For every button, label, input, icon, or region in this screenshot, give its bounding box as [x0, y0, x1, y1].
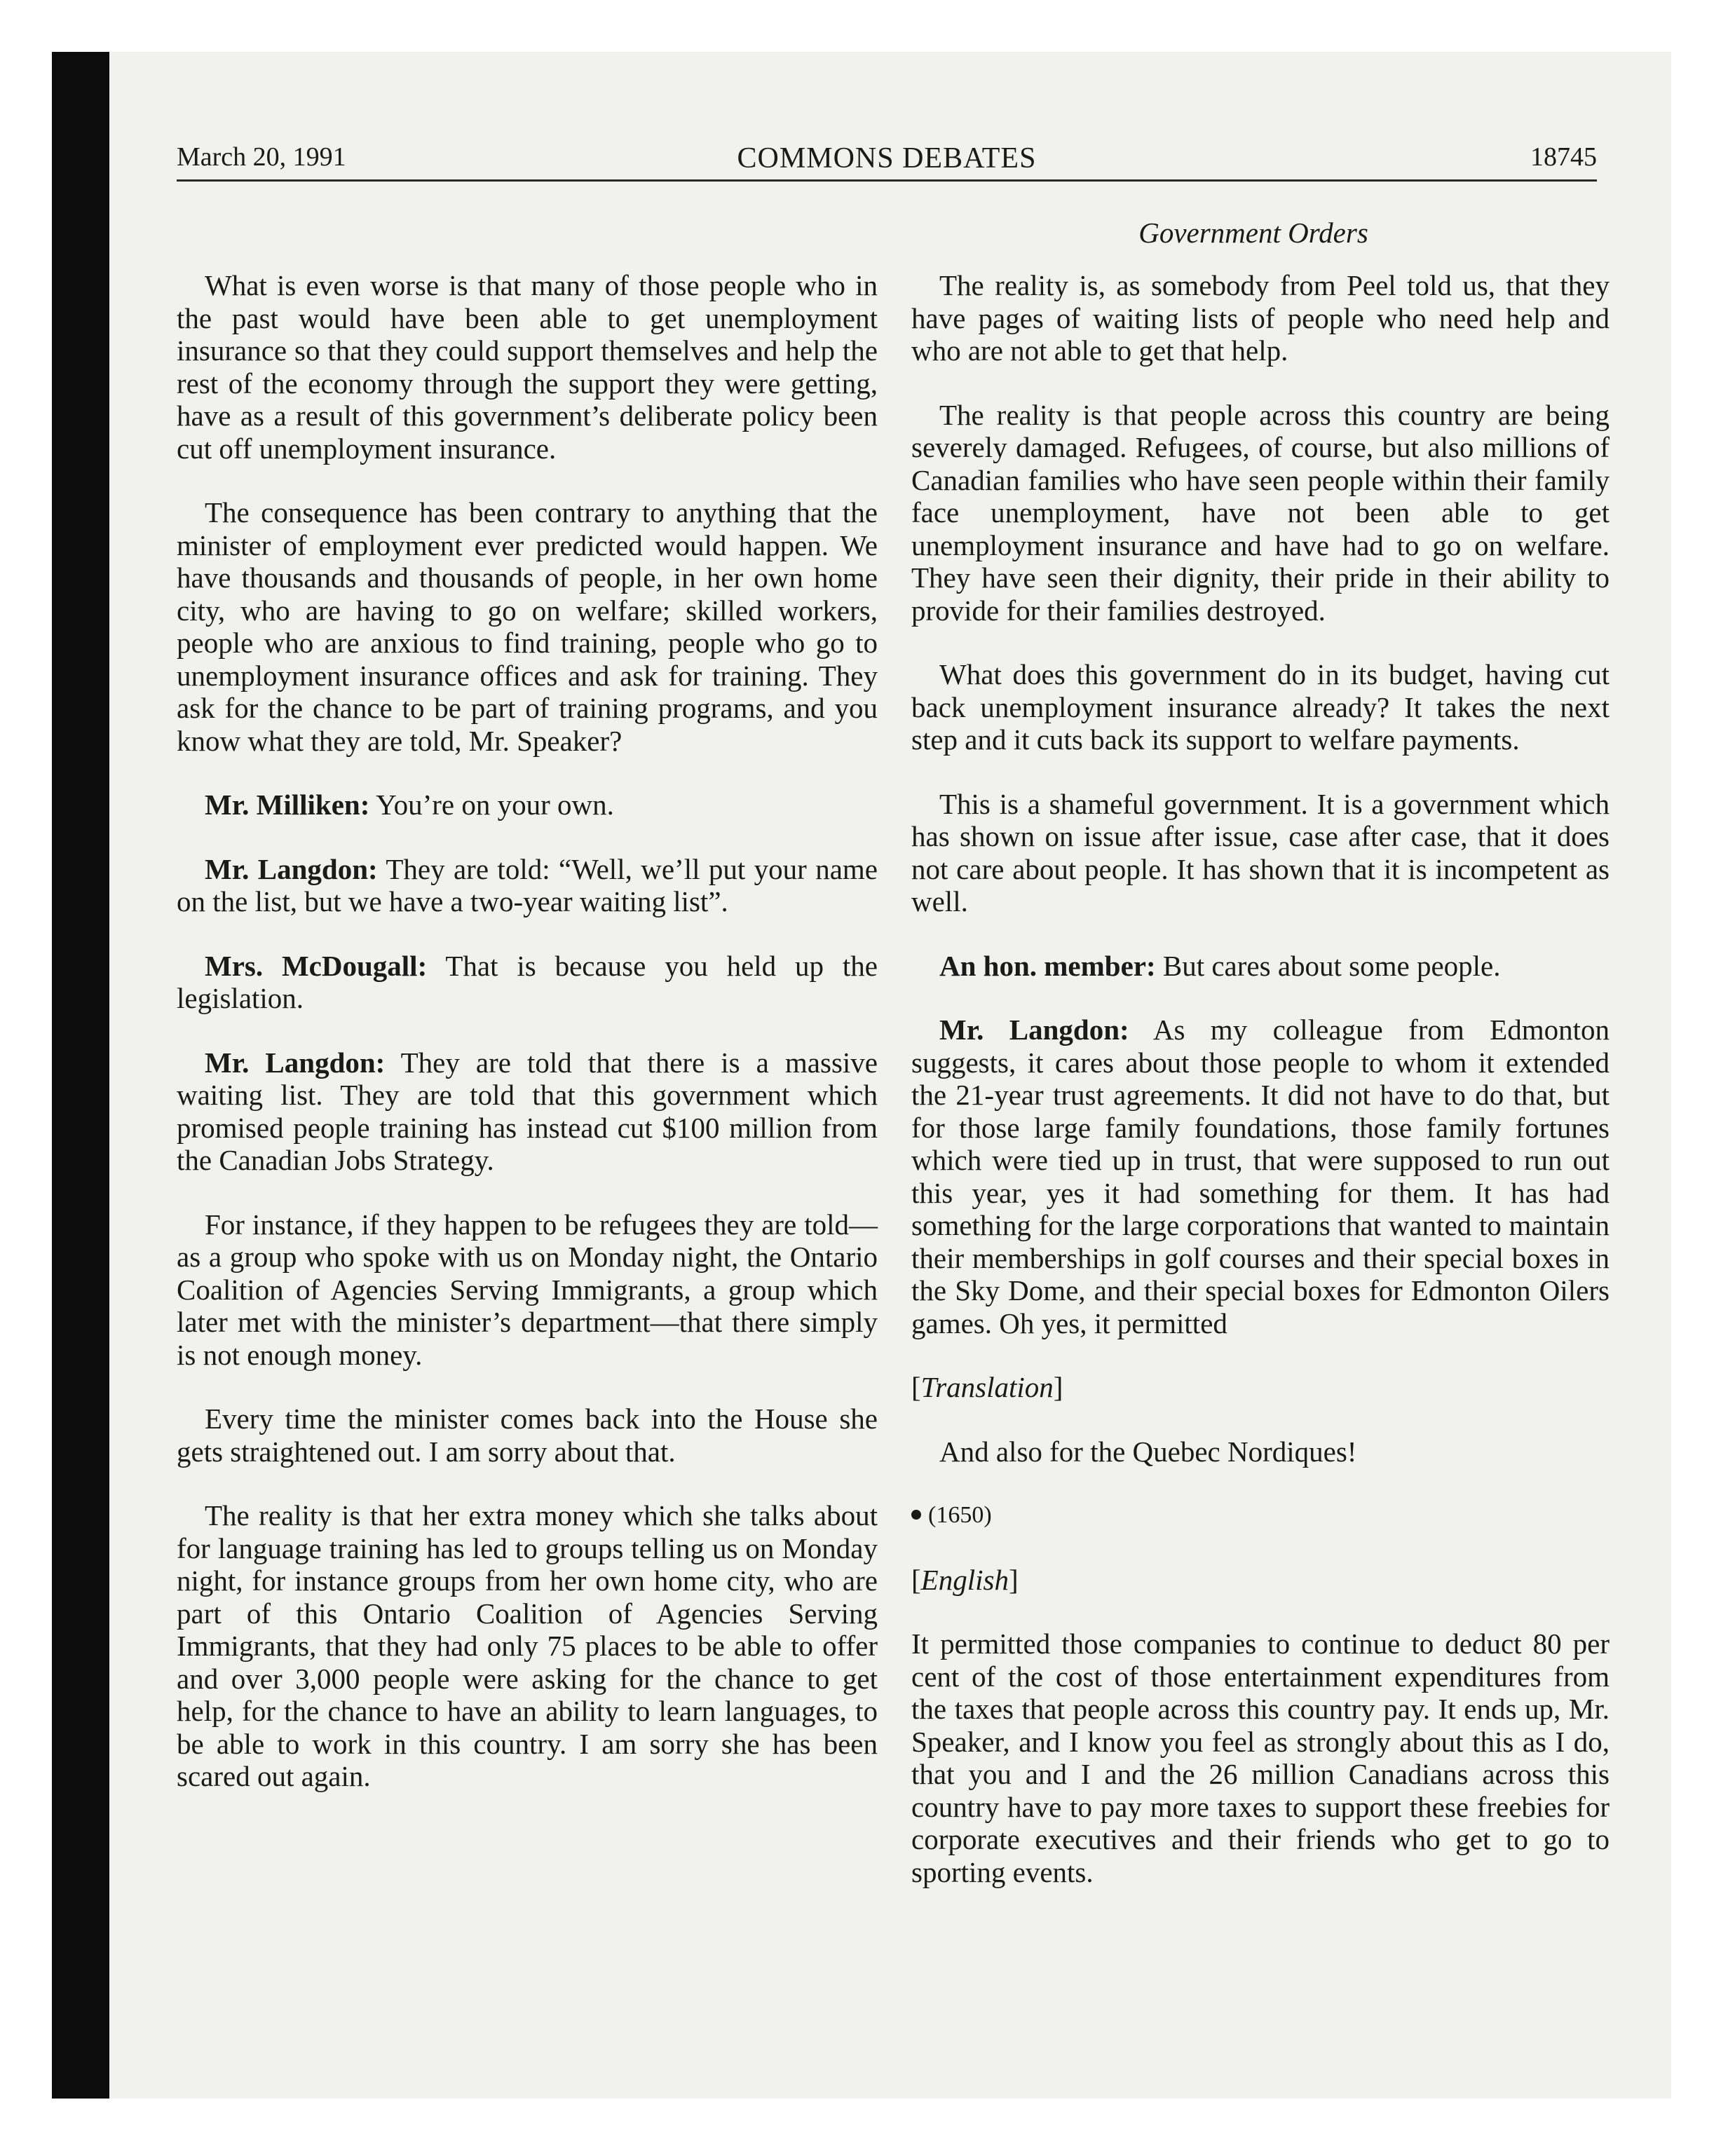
left-paragraph-1: What is even worse is that many of those people who in the past would have been able to get unemployment insurance so that they could support themselves and help the rest of the economy through the support they were getting, have as a result of this government’s deliberate policy been cut off unemployment insurance.	[177, 269, 878, 465]
left-paragraph-3: For instance, if they happen to be refugees they are told—as a group who spoke with us on Monday night, the Ontario Coalition of Agencies Serving Immigrants, a group which later met with the minister’s department—that there simply is not enough money.	[177, 1208, 878, 1371]
bullet-icon	[911, 1510, 921, 1520]
speech-text: They are told that there is a massive waiting list. They are told that this government which promised people training has instead cut $100 million from the Canadian Jobs Strategy.	[177, 1046, 878, 1176]
timestamp	[911, 1499, 1610, 1532]
speaker-name: Mr. Langdon:	[205, 852, 378, 885]
left-speech-1	[177, 789, 878, 821]
header-title: COMMONS DEBATES	[737, 142, 1037, 175]
speech-text: You’re on your own.	[369, 789, 614, 821]
right-paragraph-6: It permitted those companies to continue to deduct 80 per cent of the cost of those entertainment expenditures from the taxes that people across this country pay. It ends up, Mr. Speaker, and I know you feel as strongly about this as I do, that you and I and the 26 million Canadians across this country have to pay more taxes to support these freebies for corporate executives and their friends who get to go to sporting events.	[911, 1628, 1610, 1888]
speaker-name: Mrs. McDougall:	[205, 949, 428, 982]
left-paragraph-5: The reality is that her extra money which she talks about for language training has led to groups telling us on Monday night, for instance groups from her own home city, who are part of this Ontario Coalition of Agencies Serving Immigrants, that they had only 75 places to be able to offer and over 3,000 people were asking for the chance to get help, for the chance to have an ability to learn languages, to be able to work in this country. I am sorry she has been scared out again.	[177, 1499, 878, 1792]
translation-note: [Translation]	[911, 1371, 1063, 1403]
right-speech-1	[911, 950, 1610, 983]
speaker-name: Mr. Langdon:	[939, 1014, 1129, 1046]
right-speech-2	[911, 1014, 1610, 1339]
translation-label: Translation	[920, 1371, 1054, 1403]
left-speech-2	[177, 853, 878, 918]
speech-text: They are told: “Well, we’ll put your name on the list, but we have a two-year waiting list”.	[177, 852, 878, 917]
right-paragraph-3: What does this government do in its budget, having cut back unemployment insurance already? It takes the next step and it cuts back its support to welfare payments.	[911, 658, 1610, 756]
right-column	[911, 269, 1610, 1920]
english-label: English	[920, 1563, 1009, 1596]
left-speech-3	[177, 950, 878, 1015]
right-paragraph-4: This is a shameful government. It is a government which has shown on issue after issue, case after case, that it does not care about people. It has shown that it is incompetent as well.	[911, 787, 1610, 917]
section-title: Government Orders	[1138, 217, 1368, 249]
left-paragraph-2: The consequence has been contrary to anything that the minister of employment ever predicted would happen. We have thousands and thousands of people, in her own home city, who are having to go on welfare; skilled workers, people who are anxious to find training, people who go to unemployment insurance offices and ask for training. They ask for the chance to be part of training programs, and you know what they are told, Mr. Speaker?	[177, 496, 878, 757]
page-header	[177, 137, 1597, 182]
speaker-name: Mr. Milliken:	[205, 789, 370, 821]
right-paragraph-1: The reality is, as somebody from Peel told us, that they have pages of waiting lists of people who need help and who are not able to get that help.	[911, 269, 1610, 367]
left-speech-4	[177, 1046, 878, 1177]
speech-text: But cares about some people.	[1155, 949, 1501, 982]
speech-text: That is because you held up the legislation.	[177, 949, 878, 1014]
right-paragraph-2: The reality is that people across this country are being severely damaged. Refugees, of course, but also millions of Canadian families who have seen people within their family face unemployment, have not been able to get unemployment insurance and have had to go on welfare. They have seen their dignity, their pride in their ability to provide for their families destroyed.	[911, 398, 1610, 627]
left-column	[177, 269, 878, 1824]
header-date: March 20, 1991	[177, 142, 346, 172]
left-paragraph-4: Every time the minister comes back into the House she gets straightened out. I am sorry about that.	[177, 1403, 878, 1468]
speaker-name: Mr. Langdon:	[205, 1046, 386, 1079]
english-note: [English]	[911, 1563, 1019, 1596]
header-page-number: 18745	[1530, 142, 1597, 172]
scan-binding-edge	[52, 52, 109, 2099]
speech-text: As my colleague from Edmonton suggests, it cares about those people to whom it extended the 21-year trust agreements. It did not have to do that, but for those large family foundations, those family fortunes which were tied up in trust, that were supposed to run out this year, yes it had something for them. It has had something for the large corporations that wanted to maintain their memberships in golf courses and their special boxes in the Sky Dome, and their special boxes for Edmonton Oilers games. Oh yes, it permitted	[911, 1014, 1610, 1339]
right-paragraph-5: And also for the Quebec Nordiques!	[939, 1435, 1357, 1468]
timestamp-text: (1650)	[928, 1502, 992, 1528]
speaker-name: An hon. member:	[939, 949, 1156, 982]
